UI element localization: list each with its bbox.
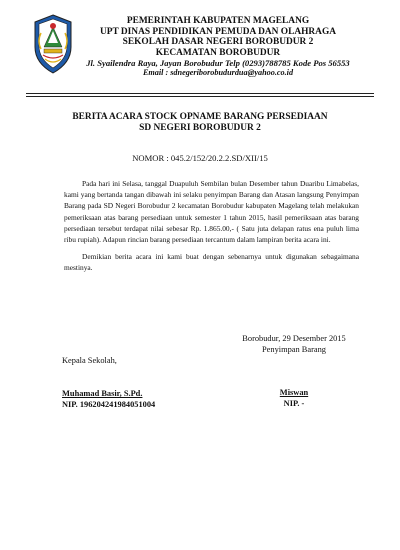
body-paragraph-1: Pada hari ini Selasa, tanggal Duapuluh Sembilan bulan Desember tahun Duaribu Limabelas, kami yang bertanda tangan dibawah ini selaku penyimpan Barang dan Atasan langsung Penyimpan Barang pada SD Negeri Borobudur 2 kecamatan Borobudur kabupaten Magelang telah melakukan pemeriksaan atas barang persediaan untuk semester 1 tahun 2015, hasil pemeriksaan atas barang persediaan tersebut terdapat nilai sebesar Rp. 1.865.00,- ( Satu juta delapan ratus ena puluh lima ribu rupiah). Adapun rincian barang persediaan tercantum dalam lampiran berita acara ini. [64,179,359,245]
document-number: NOMOR : 045.2/152/20.2.2.SD/XII/15 [132,153,268,163]
header-divider-thin [26,96,374,97]
header-school: SEKOLAH DASAR NEGERI BOROBUDUR 2 [122,37,314,48]
document-title-line1: BERITA ACARA STOCK OPNAME BARANG PERSEDIAAN [72,112,328,122]
signature-left [62,344,202,409]
signature-right-role: Penyimpan Barang [262,345,326,354]
document-title [30,112,370,134]
signature-left-name: Muhamad Basir, S.Pd. [62,389,143,398]
signature-right [224,333,364,408]
header-government: PEMERINTAH KABUPATEN MAGELANG [126,16,310,26]
header-department: UPT DINAS PENDIDIKAN PEMUDA DAN OLAHRAGA [99,26,337,37]
header-address: Jl. Syailendra Raya, Jayan Borobudur Telp (0293)788785 Kode Pos 56553 [86,58,350,69]
signature-right-place-date: Borobudur, 29 Desember 2015 [242,334,346,343]
kabupaten-magelang-logo [31,13,75,75]
header-divider [26,93,374,94]
header-district: KECAMATAN BOROBUDUR [155,47,281,58]
signature-right-nip: NIP. - [283,399,305,408]
header-email: Email : sdnegeriborobudurdua@yahoo.co.id [142,68,294,78]
signature-left-nip: NIP. 196204241984051004 [62,400,156,409]
document-title-line2: SD NEGERI BOROBUDUR 2 [139,123,261,133]
signature-left-role: Kepala Sekolah, [62,356,117,365]
signature-right-name: Miswan [279,388,309,397]
body-paragraph-2: Demikian berita acara ini kami buat dengan sebenarnya untuk digunakan sebagaimana mestinya. [64,252,359,273]
document-body [64,178,359,280]
